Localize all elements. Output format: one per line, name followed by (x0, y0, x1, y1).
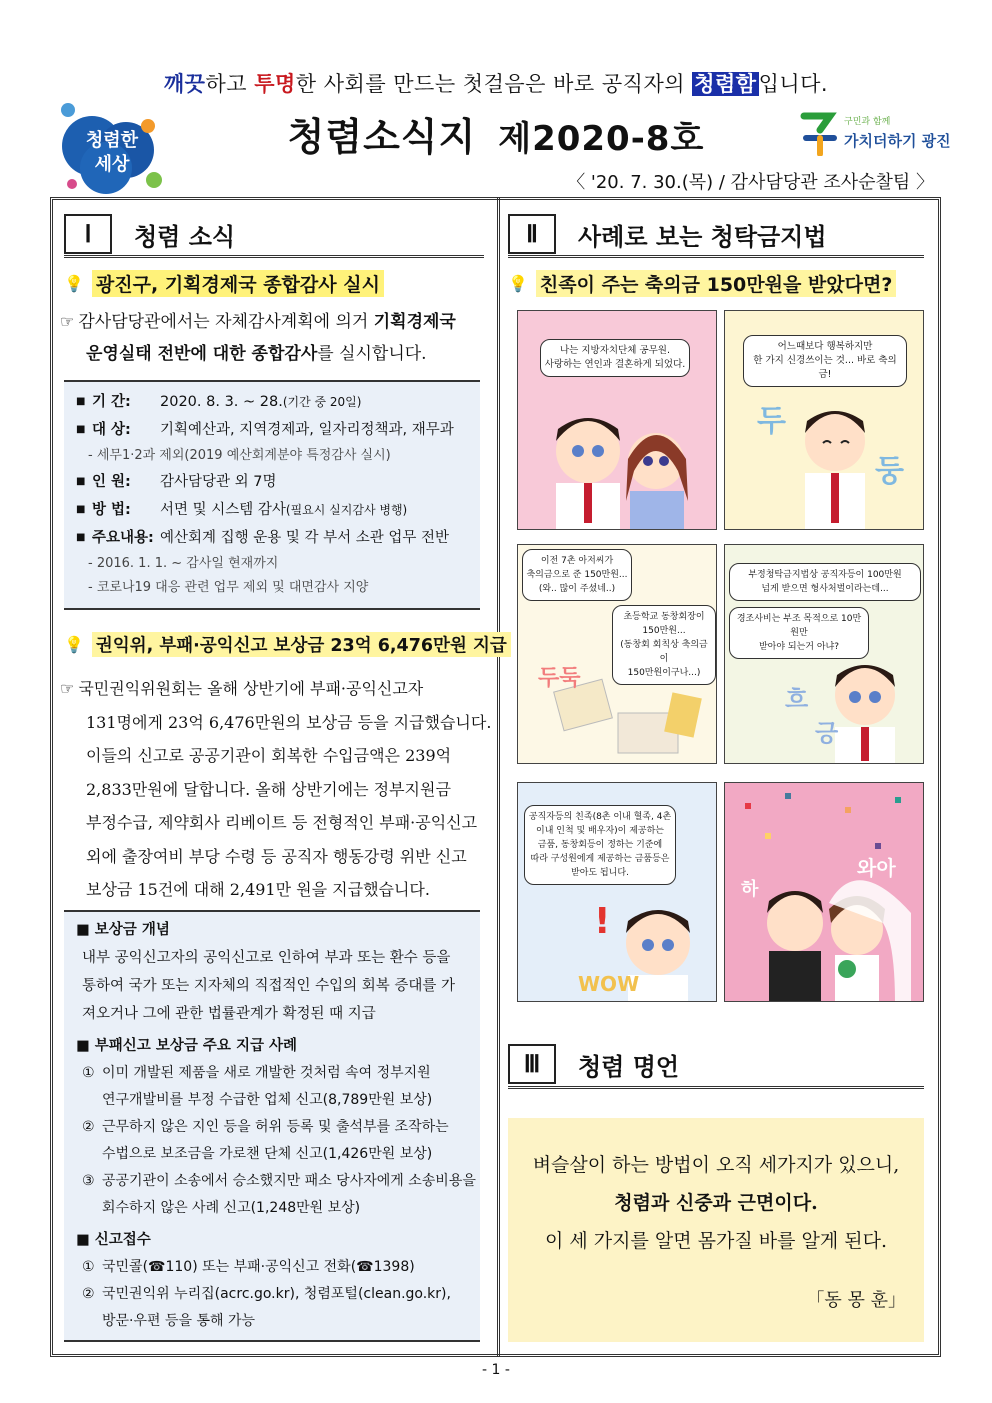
info-label: 기 간: (92, 394, 131, 410)
info-value: 기획예산과, 지역경제과, 일자리정책과, 재무과 (160, 422, 454, 438)
report-text: 방문·우편 등을 통해 가능 (102, 1313, 256, 1329)
news-1-body-post: 를 실시합니다. (317, 344, 427, 364)
comic-panel-5 (517, 782, 717, 1002)
case-heading (508, 270, 896, 297)
news-2-line: 보상금 15건에 대해 2,491만 원을 지급했습니다. (86, 880, 430, 899)
quote-line-1: 벼슬살이 하는 방법이 오직 세가지가 있으니, (532, 1154, 900, 1176)
report-item (64, 1281, 480, 1308)
info-value (160, 496, 407, 524)
slogan-word-integrity: 청렴함 (694, 72, 757, 96)
svg-text:두: 두 (757, 404, 786, 439)
issue-number: 제2020-8호 (498, 119, 705, 159)
info-row-method (64, 496, 480, 524)
panel-4-speech-1: 부정청탁금지법상 공직자등이 100만원 넘게 받으면 형사처벌이라는데... (729, 563, 921, 601)
news-1-body (60, 306, 490, 370)
news-1-heading (64, 270, 384, 297)
section-3-title: 청렴 명언 (578, 1052, 680, 1081)
report-num: ① (82, 1259, 95, 1275)
svg-text:긍: 긍 (815, 719, 839, 747)
section-2-header (508, 214, 827, 254)
news-1-body-bold-1: 기획경제국 (373, 312, 456, 332)
panel-5-speech: 공직자등의 친족(8촌 이내 혈족, 4촌 이내 인척 및 배우자)이 제공하는 금품, 동창회등이 정하는 기준에 따라 구성원에게 제공하는 금품등은 받아도 됩니다. (524, 805, 676, 885)
case-item (64, 1060, 480, 1087)
square-bullet-icon: ■ (76, 396, 86, 407)
date-line: 〈 '20. 7. 30.(목) / 감사담당관 조사순찰팀 〉 (567, 172, 934, 193)
section-3-header (508, 1044, 679, 1084)
info-value: 예산회계 집행 운용 및 각 부서 소관 업무 전반 (160, 530, 449, 546)
svg-text:세상: 세상 (94, 154, 130, 175)
case-item-cont (64, 1195, 480, 1222)
page-number: - 1 - (482, 1362, 510, 1378)
info-value-text: 2020. 8. 3. ~ 28. (160, 394, 283, 410)
news-2-line: 2,833만원에 달합니다. 올해 상반기에는 정부지원금 (86, 779, 451, 799)
info-row-period (64, 388, 480, 416)
slogan-word-clean: 깨끗 (163, 72, 206, 96)
news-2-line-text: 국민권익위원회는 올해 상반기에 부패·공익신고자 (78, 679, 424, 698)
panel-2-speech: 어느때보다 행복하지만 한 가지 신경쓰이는 것... 바로 축의금! (743, 335, 907, 387)
section-1-header (64, 214, 235, 254)
square-bullet-icon: ■ (76, 424, 86, 435)
slogan (0, 68, 992, 98)
report-text: 국민콜(☎110) 또는 부패·공익신고 전화(☎1398) (102, 1259, 415, 1275)
panel-1-speech: 나는 지방자치단체 공무원. 사랑하는 연인과 결혼하게 되었다. (540, 339, 690, 377)
concept-paragraph: 내부 공익신고자의 공익신고로 인하여 부과 또는 환수 등을 통하여 국가 또는 지자체의 직접적인 수입의 회복 증대를 가져오거나 그에 관한 법률관계가 확정된 때 지급 (82, 950, 456, 1022)
section-3-number: Ⅲ (508, 1044, 556, 1084)
quote-box (508, 1118, 924, 1342)
comic-panel-3 (517, 544, 717, 764)
section-2-title: 사례로 보는 청탁금지법 (578, 222, 827, 251)
svg-text:하: 하 (741, 879, 759, 900)
report-item-cont (64, 1308, 480, 1335)
audit-info-box (64, 380, 480, 610)
comic-panel-2 (724, 310, 924, 530)
lightbulb-icon: 💡 (64, 635, 84, 654)
news-2-body (60, 672, 492, 907)
title-text: 청렴소식지 (287, 115, 477, 159)
case-text: 회수하지 않은 사례 신고(1,248만원 보상) (102, 1200, 361, 1216)
section-1-title: 청렴 소식 (134, 222, 236, 251)
panel-3-speech-1: 이전 7촌 아저씨가 축의금으로 준 150만원... (와.. 많이 주셨네..) (522, 549, 632, 601)
case-text: 연구개발비를 부정 수급한 업체 신고(8,789만원 보상) (102, 1092, 433, 1108)
column-divider (497, 197, 500, 1357)
lightbulb-icon: 💡 (64, 274, 84, 293)
square-bullet-icon: ■ (76, 504, 86, 515)
pointing-hand-icon: ☞ (60, 679, 75, 698)
square-bullet-icon: ■ (76, 532, 86, 543)
gwangjin-logo (800, 108, 951, 158)
news-2-line: 부정수급, 제약회사 리베이트 등 전형적인 부패·공익신고 (86, 813, 478, 832)
info-row-staff (64, 468, 480, 496)
report-item (64, 1254, 480, 1281)
info-note: (기간 중 20일) (282, 395, 362, 409)
svg-text:!: ! (594, 901, 611, 942)
pointing-hand-icon: ☞ (60, 312, 75, 331)
cases-heading: ■ 부패신고 보상금 주요 지급 사례 (76, 1038, 298, 1054)
report-heading-text: 신고접수 (94, 1232, 151, 1248)
quote-line-2: 청렴과 신중과 근면이다. (614, 1192, 818, 1214)
news-2-heading (64, 632, 511, 657)
info-row-target (64, 416, 480, 444)
quote-author: 「동 몽 훈」 (806, 1290, 906, 1311)
svg-text:와아: 와아 (857, 856, 896, 880)
info-label: 방 법: (92, 502, 131, 518)
news-2-line (60, 672, 492, 706)
case-text: 수법으로 보조금을 가로챈 단체 신고(1,426만원 보상) (102, 1146, 433, 1162)
slogan-word-transparent: 투명 (254, 72, 296, 96)
case-text: 이미 개발된 제품을 새로 개발한 것처럼 속여 정부지원 (102, 1065, 431, 1081)
quote-line-3: 이 세 가지를 알면 몸가질 바를 알게 된다. (545, 1230, 887, 1252)
panel-4-speech-2: 경조사비는 부조 목적으로 10만원만 받아야 되는거 아냐? (729, 607, 869, 659)
info-sub-content-1: - 2016. 1. 1. ~ 감사일 현재까지 (88, 556, 279, 571)
svg-text:둥: 둥 (875, 454, 904, 489)
news-2-line: 이들의 신고로 공공기관이 회복한 수입금액은 239억 (86, 746, 452, 765)
case-num: ① (82, 1065, 95, 1081)
info-sub-content-2: - 코로나19 대응 관련 업무 제외 및 대면감사 지양 (88, 580, 369, 595)
concept-heading-text: 보상금 개념 (94, 922, 170, 938)
svg-text:흐: 흐 (785, 685, 809, 713)
case-text: 공공기관이 소송에서 승소했지만 패소 당사자에게 소송비용을 (102, 1173, 476, 1189)
section-1-number: Ⅰ (64, 214, 112, 254)
cases-heading-text: 부패신고 보상금 주요 지급 사례 (94, 1038, 298, 1054)
case-num: ② (82, 1119, 95, 1135)
case-item-cont (64, 1087, 480, 1114)
concept-heading: ■ 보상금 개념 (76, 922, 170, 938)
logo-name: 가치더하기 광진 (844, 132, 951, 150)
info-label: 주요내용: (92, 530, 154, 546)
reward-info-box (64, 910, 480, 1342)
news-1-heading-text: 광진구, 기획경제국 종합감사 실시 (92, 270, 384, 297)
info-label: 인 원: (92, 474, 131, 490)
case-item (64, 1114, 480, 1141)
lightbulb-icon: 💡 (508, 274, 528, 293)
webtoon-comic (517, 310, 927, 1002)
case-text: 근무하지 않은 지인 등을 허위 등록 및 출석부를 조작하는 (102, 1119, 449, 1135)
info-value (160, 388, 361, 416)
comic-panel-6 (724, 782, 924, 1002)
news-2-heading-text: 권익위, 부패·공익신고 보상금 23억 6,476만원 지급 (92, 632, 511, 657)
slogan-text-1: 하고 (205, 72, 255, 96)
svg-text:두둑: 두둑 (538, 666, 581, 691)
square-bullet-icon: ■ (76, 476, 86, 487)
news-2-line: 외에 출장여비 부당 수령 등 공직자 행동강령 위반 신고 (86, 846, 467, 866)
report-heading: ■ 신고접수 (76, 1232, 151, 1248)
news-1-body-pre: 감사담당관에서는 자체감사계획에 의거 (78, 312, 374, 332)
section-2-rule (508, 255, 924, 258)
panel-3-speech-2: 초등학교 동창회장이 150만원... (동창회 회칙상 축의금이 150만원이구나...) (612, 605, 716, 685)
info-sub-target: - 세무1·2과 제외(2019 예산회계분야 특정감사 실시) (88, 448, 391, 463)
info-label: 대 상: (92, 422, 131, 438)
svg-text:청렴한: 청렴한 (85, 130, 139, 151)
case-num: ③ (82, 1173, 95, 1189)
info-row-content (64, 524, 480, 552)
case-heading-text: 친족이 주는 축의금 150만원을 받았다면? (536, 270, 896, 297)
comic-panel-1 (517, 310, 717, 530)
slogan-text-3: 입니다. (758, 72, 829, 96)
section-2-number: Ⅱ (508, 214, 556, 254)
case-item (64, 1168, 480, 1195)
info-value-text: 서면 및 시스템 감사 (160, 502, 286, 518)
comic-panel-4 (724, 544, 924, 764)
report-num: ② (82, 1286, 95, 1302)
news-1-body-bold-2: 운영실태 전반에 대한 종합감사 (86, 344, 318, 364)
news-2-line: 131명에게 23억 6,476만원의 보상금 등을 지급했습니다. (86, 712, 492, 732)
case-item-cont (64, 1141, 480, 1168)
slogan-text-2: 한 사회를 만드는 첫걸음은 바로 공직자의 (295, 72, 693, 96)
section-1-rule (64, 255, 484, 258)
svg-text:WOW: WOW (578, 972, 640, 996)
info-note: (필요시 실지감사 병행) (285, 503, 408, 517)
section-3-rule (508, 1086, 924, 1089)
info-value: 감사담당관 외 7명 (160, 474, 277, 490)
logo-tagline: 구민과 함께 (844, 117, 891, 127)
report-text: 국민권익위 누리집(acrc.go.kr), 청렴포털(clean.go.kr), (102, 1286, 451, 1302)
